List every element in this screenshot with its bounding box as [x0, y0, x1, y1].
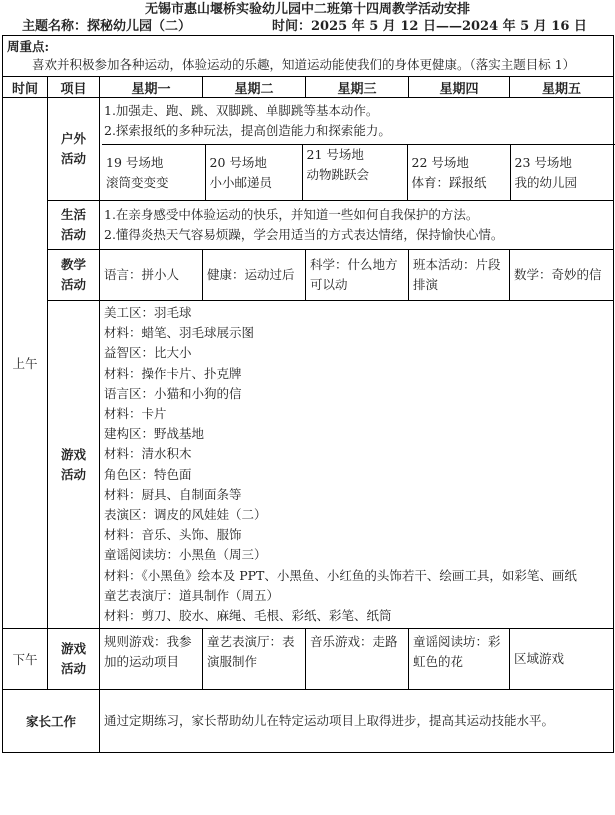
subtitle-row [0, 18, 615, 35]
life-label: 生活 活动 [48, 201, 100, 250]
col-thu: 星期四 [409, 77, 510, 98]
life-goal-2: 2.懂得炎热天气容易烦躁，学会用适当的方式表达情绪，保持愉快心情。 [104, 227, 504, 242]
parent-label: 家长工作 [3, 690, 100, 753]
afternoon-wed: 音乐游戏：走路 [306, 629, 409, 690]
parent-row [3, 690, 614, 753]
game-line: 建构区：野战基地 [104, 426, 205, 442]
col-wed: 星期三 [306, 77, 409, 98]
game-line: 益智区：比大小 [104, 345, 192, 361]
date-range: 时间：2025 年 5 月 12 日——2024 年 5 月 16 日 [272, 19, 587, 34]
life-goals [100, 201, 614, 250]
theme-name: 主题名称：探秘幼儿园（二） [22, 19, 192, 34]
game-line: 美工区：羽毛球 [104, 305, 192, 320]
outdoor-goal-1: 1.加强走、跑、跳、双脚跳、单脚跳等基本动作。 [104, 103, 379, 118]
game-line: 材料：卡片 [104, 406, 167, 422]
teaching-mon: 语言：拼小人 [100, 250, 203, 301]
col-time: 时间 [3, 77, 48, 98]
game-line: 表演区：调皮的风娃娃（二） [104, 507, 267, 523]
game-line: 语言区：小猫和小狗的信 [104, 385, 242, 401]
outdoor-tue: 20 号场地 小小邮递员 [205, 145, 302, 201]
outdoor-mon: 19 号场地 滚筒变变变 [106, 155, 169, 190]
afternoon-label: 下午 [3, 629, 48, 690]
game-areas [100, 301, 614, 629]
teaching-tue: 健康：运动过后 [203, 250, 306, 301]
morning-label: 上午 [3, 98, 48, 629]
col-item: 项目 [48, 77, 100, 98]
outdoor-wed: 21 号场地 动物跳跃会 [302, 145, 407, 201]
life-row [3, 201, 614, 250]
game-line: 材料：剪刀、胶水、麻绳、毛根、彩纸、彩笔、纸筒 [104, 608, 392, 624]
afternoon-thu: 童谣阅读坊：彩虹色的花 [409, 629, 510, 690]
game-line: 材料：厨具、自制面条等 [104, 486, 242, 502]
outdoor-goals [100, 98, 613, 144]
page-title: 无锡市惠山堰桥实验幼儿园中二班第十四周教学活动安排 [144, 2, 470, 17]
teaching-wed: 科学：什么地方可以动 [306, 250, 409, 301]
game-line: 材料：《小黑鱼》绘本及 PPT、小黑鱼、小红鱼的头饰若干、绘画工具，如彩笔、画纸 [104, 567, 577, 583]
game-line: 材料：清水积木 [104, 446, 192, 462]
column-header-row [3, 77, 614, 98]
focus-text: 喜欢并积极参加各种运动，体验运动的乐趣，知道运动能使我们的身体更健康。（落实主题目标 1） [32, 57, 576, 72]
schedule-table [2, 35, 614, 753]
game-line: 童艺表演厅：道具制作（周五） [104, 587, 280, 603]
focus-label: 周重点: [7, 39, 50, 54]
afternoon-game-label: 游戏 活动 [48, 629, 100, 690]
game-line: 材料：蜡笔、羽毛球展示图 [104, 325, 255, 341]
life-goal-1: 1.在亲身感受中体验运动的快乐，并知道一些如何自我保护的方法。 [104, 207, 479, 222]
game-row [3, 301, 614, 629]
game-line: 角色区：特色面 [104, 466, 192, 482]
col-fri: 星期五 [510, 77, 614, 98]
outdoor-fri: 23 号场地 我的幼儿园 [510, 145, 615, 201]
col-mon: 星期一 [100, 77, 203, 98]
outdoor-days [102, 144, 615, 200]
afternoon-tue: 童艺表演厅：表演服制作 [203, 629, 306, 690]
game-line: 材料：音乐、头饰、服饰 [104, 527, 242, 543]
parent-text: 通过定期练习，家长帮助幼儿在特定运动项目上取得进步，提高其运动技能水平。 [100, 690, 614, 753]
game-label: 游戏 活动 [48, 301, 100, 629]
teaching-thu: 班本活动：片段排演 [409, 250, 510, 301]
teaching-fri: 数学：奇妙的信 [510, 250, 614, 301]
outdoor-thu: 22 号场地 体育：踩报纸 [407, 145, 510, 201]
outdoor-row [3, 98, 614, 201]
focus-row [3, 36, 614, 77]
game-line: 童谣阅读坊：小黑鱼（周三） [104, 547, 267, 563]
game-line: 材料：操作卡片、扑克牌 [104, 365, 242, 381]
teaching-row [3, 250, 614, 301]
afternoon-fri: 区域游戏 [510, 629, 614, 690]
outdoor-label: 户外 活动 [48, 98, 100, 201]
outdoor-goal-2: 2.探索报纸的多种玩法，提高创造能力和探索能力。 [104, 123, 391, 138]
afternoon-row [3, 629, 614, 690]
teaching-label: 教学 活动 [48, 250, 100, 301]
col-tue: 星期二 [203, 77, 306, 98]
afternoon-mon: 规则游戏：我参加的运动项目 [100, 629, 203, 690]
